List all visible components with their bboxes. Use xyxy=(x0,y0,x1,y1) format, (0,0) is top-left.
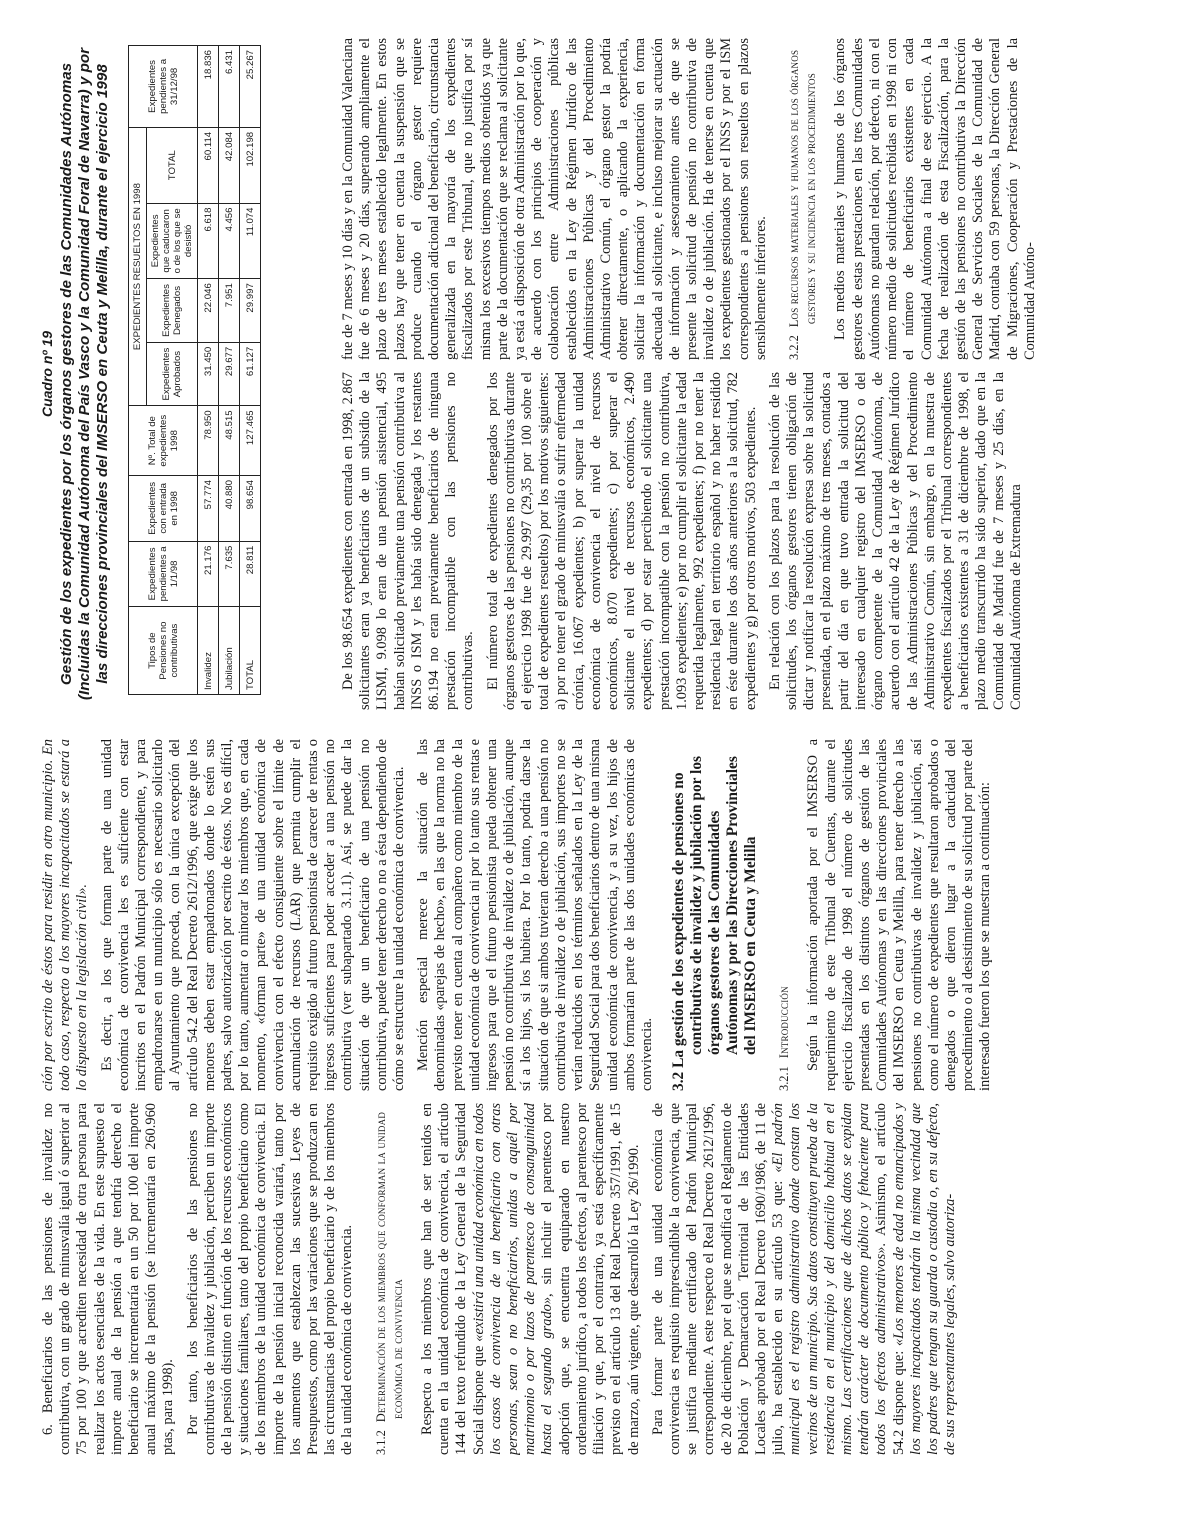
table-row-total xyxy=(240,46,261,695)
table-title-line: (Incluidas la Comunidad Autónoma del País Vasco y la Comunidad Foral de Navarra) y por xyxy=(76,47,93,701)
table-cell: 11.074 xyxy=(240,203,261,279)
paragraph-plazos-continuation: fue de 7 meses y 10 días y en la Comunidad Valenciana fue de 6 meses y 20 días, superando ampliamente el plazo de tres meses establecido legalmente. En estos plazos hay que tener en cuenta la suspensión que se produce cuando el órgano gestor requiere documentación adicional del beneficiario, circunstancia generalizada en la mayoría de los expedientes fiscalizados por este Tribunal, que no justifica por sí misma los excesivos tiempos medios obtenidos ya que parte de la documentación que se reclama al solicitante ya está a disposición de otra Administración por lo que, de acuerdo con los principios de cooperación y colaboración entre Administraciones públicas establecidos en la Ley de Régimen Jurídico de las Administraciones Públicas y del Procedimiento Administrativo Común, el órgano gestor la podría obtener directamente, o aplicando la experiencia, solicitar la información y documentación en forma adecuada al solicitante, e incluso mejorar su actuación de información y asesoramiento antes de que se presente la solicitud de pensión no contributiva de invalidez o de jubilación. Ha de tenerse en cuenta que los expedientes gestionados por el INSS y por el ISM correspondientes a pensiones son resueltos en plazos sensiblemente inferiores. xyxy=(340,38,769,360)
table-cell: 102.198 xyxy=(240,127,261,203)
table-cell: 78.950 xyxy=(198,406,219,476)
text-column-1 xyxy=(40,1103,1150,1455)
table-number: Cuadro nº 19 xyxy=(39,330,55,418)
quoted-law-text: «Los menores de edad no emancipados y los mayores incapacitados tendrán la misma vecindad que los padres que tengan su guarda o custodia o, en su defecto, de sus representantes legales, salvo autoriza- xyxy=(890,1103,959,1455)
expedientes-table xyxy=(128,45,261,695)
header-pendientes-fin: Expedientes pendientes a 31/12/98 xyxy=(129,46,198,128)
table-cell: 48.515 xyxy=(219,406,240,476)
table-cell: 25.267 xyxy=(240,46,261,128)
table-cell: 61.127 xyxy=(240,342,261,406)
header-denegados: Expedientes Denegados xyxy=(147,279,198,343)
paragraph-plazos: En relación con los plazos para la resolución de las solicitudes, los órganos gestores tienen obligación de dictar y notificar la resolución expresa sobre la solicitud presentada, en el plazo máximo de tres meses, contados a partir del día en que tuvo entrada la solicitud del interesado en cualquier registro del IMSERSO o del órgano competente de la Comunidad Autónoma, de acuerdo con el artículo 42 de la Ley de Régimen Jurídico de las Administraciones Públicas y del Procedimiento Administrativo Común, sin embargo, en la muestra de expedientes fiscalizados por el Tribunal correspondientes a beneficiarios existentes a 31 de diciembre de 1998, el plazo medio transcurrido ha sido superior, dado que en la Comunidad de Madrid fue de 7 meses y 25 días, en la Comunidad Autónoma de Extremadura xyxy=(766,372,1024,710)
paragraph-expedientes-denegados: El número total de expedientes denegados por los órganos gestores de las pensiones no contributivas durante el ejercicio 1998 fue de 29.997 (29,35 por 100 sobre el total de expedientes resueltos) por los motivos siguientes: a) por no tener el grado de minusvalía o sufrir enfermedad crónica, 16.067 expedientes; b) por superar la unidad económica de convivencia el nivel de recursos económicos, 8.070 expedientes; c) por superar el solicitante el nivel de recursos económicos, 2.490 expedientes; d) por estar percibiendo el solicitante una prestación incompatible con la pensión no contributiva, 1.093 expedientes; e) por no cumplir el solicitante la edad requerida legalmente, 992 expedientes; f) por no tener la residencia legal en territorio español y no haber residido en éste durante los dos años anteriores a la solicitud, 782 expedientes y g) por otros motivos, 503 expedientes. xyxy=(484,372,759,710)
section-heading-3-2 xyxy=(670,739,760,1091)
table-cell: 31.450 xyxy=(198,342,219,406)
table-cell: 6.618 xyxy=(198,203,219,279)
paragraph-parejas-de-hecho: Mención especial merece la situación de las denominadas «parejas de hecho», en las que la norma no ha previsto tener en cuenta al compañero como miembro de la unidad económica de convivencia ni por lo tanto sus rentas e ingresos para que el futuro pensionista pueda obtener una pensión no contributiva de invalidez o de jubilación, aunque sí a los hijos, si los hubiera. Por lo tanto, podría darse la situación de que si ambos tuvieran derecho a una pensión no contributiva de invalidez o de jubilación, sus importes no se verían reducidos en los términos señalados en la Ley de la Seguridad Social para dos beneficiarios dentro de una misma unidad económica de convivencia, y a su vez, los hijos de ambos formarían parte de las dos unidades económicas de convivencia. xyxy=(415,739,655,1091)
table-cell: 57.774 xyxy=(198,476,219,542)
table-cell: 60.114 xyxy=(198,127,219,203)
table-cell: 29.677 xyxy=(219,342,240,406)
table-title-line: las direcciones provinciales del IMSERSO en Ceuta y Melilla, durante el ejercicio 1998 xyxy=(94,64,111,684)
table-cell: 98.654 xyxy=(240,476,261,542)
table-cell: 7.951 xyxy=(219,279,240,343)
quoted-law-text: «El padrón municipal es el registro administrativo donde constan los vecinos de un municipio. Sus datos constituyen prueba de la residencia en el municipio y del domicilio habitual en el mismo. Las certificaciones que de dichos datos se expidan tendrán carácter de documento público y fehaciente para todos los efectos administrativos» xyxy=(770,1103,890,1455)
section-title: Introducción xyxy=(777,986,792,1059)
table-cell: 22.046 xyxy=(198,279,219,343)
section-title: Determinación de los miembros que conforman la unidad económica de convivencia xyxy=(373,1111,405,1423)
section-title: Los recursos materiales y humanos de los órganos gestores y su incidencia en los procedimientos xyxy=(787,49,819,328)
section-number: 3.2.2 xyxy=(787,335,802,360)
table-cell: Jubilación xyxy=(219,607,240,695)
text-run: Para formar parte de una unidad económica de convivencia es requisito imprescindible la convivencia, que se justifica mediante certificado del Padrón Municipal correspondiente. A este respecto el Real Decreto 2612/1996, de 20 de diciembre, por el que se modifica el Reglamento de Población y Demarcación Territorial de las Entidades Locales aprobado por el Real Decreto 1690/1986, de 11 de julio, ha establecido en su artículo 53 que: xyxy=(649,1103,787,1455)
text-run: Respecto a los miembros que han de ser tenidos en cuenta en la unidad económica de convivencia, el artículo 144 del texto refundido de la Ley General de la Seguridad Social dispone que xyxy=(419,1103,487,1455)
text-column-3 xyxy=(340,372,1150,710)
table-cell: 7.635 xyxy=(219,541,240,607)
section-number: 3.2 xyxy=(670,1071,688,1091)
section-heading-3-1-2 xyxy=(373,1103,407,1455)
table-cell: 29.997 xyxy=(240,279,261,343)
header-total: TOTAL xyxy=(147,127,198,203)
paragraph-recursos: Los medios materiales y humanos de los órganos gestores de estas prestaciones en las tres Comunidades Autónomas no guardan relación, por defecto, ni con el número medio de solicitudes recibidas en 1998 ni con el número de beneficiarios existentes en cada Comunidad Autónoma a final de ese ejercicio. A la fecha de realización de esta Fiscalización, para la gestión de las pensiones no contributivas la Dirección General de Servicios Sociales de la Comunidad de Madrid, contaba con 59 personas, la Dirección General de Migraciones, Cooperación y Prestaciones de la Comunidad Autóno- xyxy=(832,38,1038,360)
paragraph-padron-registration: Es decir, a los que forman parte de una unidad económica de convivencia les es suficiente con estar inscritos en el Padrón Municipal correspondiente, y para empadronarse en un municipio sólo es necesario solicitarlo al Ayuntamiento que proceda, con la única excepción del artículo 54.2 del Real Decreto 2612/1996, que exige que los menores deben estar empadronados donde lo estén sus padres, salvo autorización por escrito de éstos. No es difícil, por lo tanto, aumentar o minorar los miembros que, en cada momento, «forman parte» de una unidad económica de convivencia con el efecto consiguiente sobre el límite de acumulación de recursos (LAR) que permita cumplir el requisito exigido al futuro pensionista de carecer de rentas o ingresos suficientes para poder acceder a una pensión no contributiva (ver subapartado 3.1.1). Así, se puede dar la situación de que un beneficiario de una pensión no contributiva, puede tener derecho o no a ésta dependiendo de cómo se estructure la unidad económica de convivencia. xyxy=(98,739,408,1091)
table-cell: 6.431 xyxy=(219,46,240,128)
paragraph-expedientes-entrada: De los 98.654 expedientes con entrada en 1998, 2.867 solicitantes eran ya beneficiarios de un subsidio de la LISMI, 9.098 lo eran de una pensión asistencial, 495 habían solicitado previamente una pensión contributiva al INSS o ISM y les había sido denegada y los restantes 86.194 no eran previamente beneficiarios de ninguna prestación incompatible con las pensiones no contributivas. xyxy=(340,372,477,710)
header-total-expedientes: Nº. Total de expedientes 1998 xyxy=(129,406,198,476)
section-heading-3-2-1 xyxy=(776,739,793,1091)
table-cell: 18.836 xyxy=(198,46,219,128)
header-entrada: Expedientes con entrada en 1998 xyxy=(129,476,198,542)
table-title-line: Gestión de los expedientes por los órganos gestores de las Comunidades Autónomas xyxy=(58,62,75,686)
paragraph-introduction: Según la información aportada por el IMSERSO a requerimiento de este Tribunal de Cuentas, durante el ejercicio fiscalizado de 1998 el número de solicitudes presentadas en los distintos órganos de gestión de las Comunidades Autónomas y en las direcciones provinciales del IMSERSO en Ceuta y Melilla, para tener derecho a las pensiones no contributivas de invalidez y jubilación, así como el número de expedientes que resultaron aprobados o denegados o que dieron lugar a la caducidad del procedimiento o al desistimiento de su solicitud por parte del interesado fueron los que se muestran a continuación: xyxy=(805,739,994,1091)
text-run: . Asimismo, el artículo 54.2 dispone que: xyxy=(873,1103,907,1455)
table-cell: 28.811 xyxy=(240,541,261,607)
paragraph-continuation: ción por escrito de éstos para residir en otro municipio. En todo caso, respecto a los mayores incapacitados se estará a lo dispuesto en la legislación civil». xyxy=(40,739,91,1091)
table-cell: TOTAL xyxy=(240,607,261,695)
paragraph-beneficiaries-75: 6. Beneficiarios de las pensiones de invalidez no contributiva, con un grado de minusvalía igual ó superior al 75 por 100 y que acrediten necesidad de otra persona para realizar los actos esenciales de la vida. En este supuesto el importe anual de la pensión a que tendría derecho el beneficiario se incrementaría en un 50 por 100 del importe anual máximo de la pensión (se incrementaría en 260.960 ptas, para 1998). xyxy=(40,1103,177,1455)
header-caducaron: Expedientes que caducaron o de los que se desistió xyxy=(147,203,198,279)
section-number: 3.2.1 xyxy=(777,1066,792,1091)
paragraph-pension-amount: Por tanto, los beneficiarios de las pensiones no contributivas de invalidez y jubilación, perciben un importe de la pensión distinto en función de los recursos económicos y situaciones familiares, tanto del propio beneficiario como de los miembros de la unidad económica de convivencia. El importe de la pensión inicial reconocida variará, tanto por los aumentos que establezcan las sucesivas Leyes de Presupuestos, como por las variaciones que se produzcan en las circunstancias del propio beneficiario y de los miembros de la unidad económica de convivencia. xyxy=(184,1103,356,1455)
table-cell: 21.176 xyxy=(198,541,219,607)
table-caption xyxy=(38,38,112,710)
paragraph-unit-members xyxy=(419,1103,643,1455)
header-resueltos: EXPEDIENTES RESUELTOS EN 1998 xyxy=(129,127,147,406)
header-tipo: Tipos de Pensiones no contributivas xyxy=(129,607,198,695)
section-heading-3-2-2 xyxy=(786,38,820,360)
section-title: La gestión de los expedientes de pensiones no contributivas de invalidez y jubilación por los órganos gestores de las Comunidades Autónomas y por las Direcciones Provinciales del IMSERSO en Ceuta y Melilla xyxy=(670,755,760,1068)
text-run: , sin incluir el parentesco por adopción que, se encuentra equiparado en nuestro ordenamiento jurídico, a todos los efectos, al parentesco por filiación y que, por el contrario, ya está específicamente previsto en el artículo 13 del Real Decreto 357/1991, de 15 de marzo, aún vigente, que desarrolló la Ley 26/1990. xyxy=(539,1103,642,1455)
table-cell: 4.456 xyxy=(219,203,240,279)
table-cell: 42.084 xyxy=(219,127,240,203)
table-row xyxy=(219,46,240,695)
table-cell: 40.880 xyxy=(219,476,240,542)
table-header-row xyxy=(129,46,147,695)
header-pendientes-inicio: Expedientes pendientes a 1/1/98 xyxy=(129,541,198,607)
table-cell: Invalidez xyxy=(198,607,219,695)
paragraph-padron xyxy=(650,1103,960,1455)
table-cell: 127.465 xyxy=(240,406,261,476)
quoted-law-text: «existirá una unidad económica en todos los casos de convivencia de un beneficiario con otras personas, sean o no beneficiarios, unidas a aquél por matrimonio o por lazos de parentesco de consanguinidad hasta el segundo grado» xyxy=(470,1103,556,1455)
text-column-4 xyxy=(340,38,1150,360)
section-number: 3.1.2 xyxy=(373,1430,388,1455)
table-row xyxy=(198,46,219,695)
header-aprobados: Expedientes Aprobados xyxy=(147,342,198,406)
text-column-2 xyxy=(40,739,1150,1091)
